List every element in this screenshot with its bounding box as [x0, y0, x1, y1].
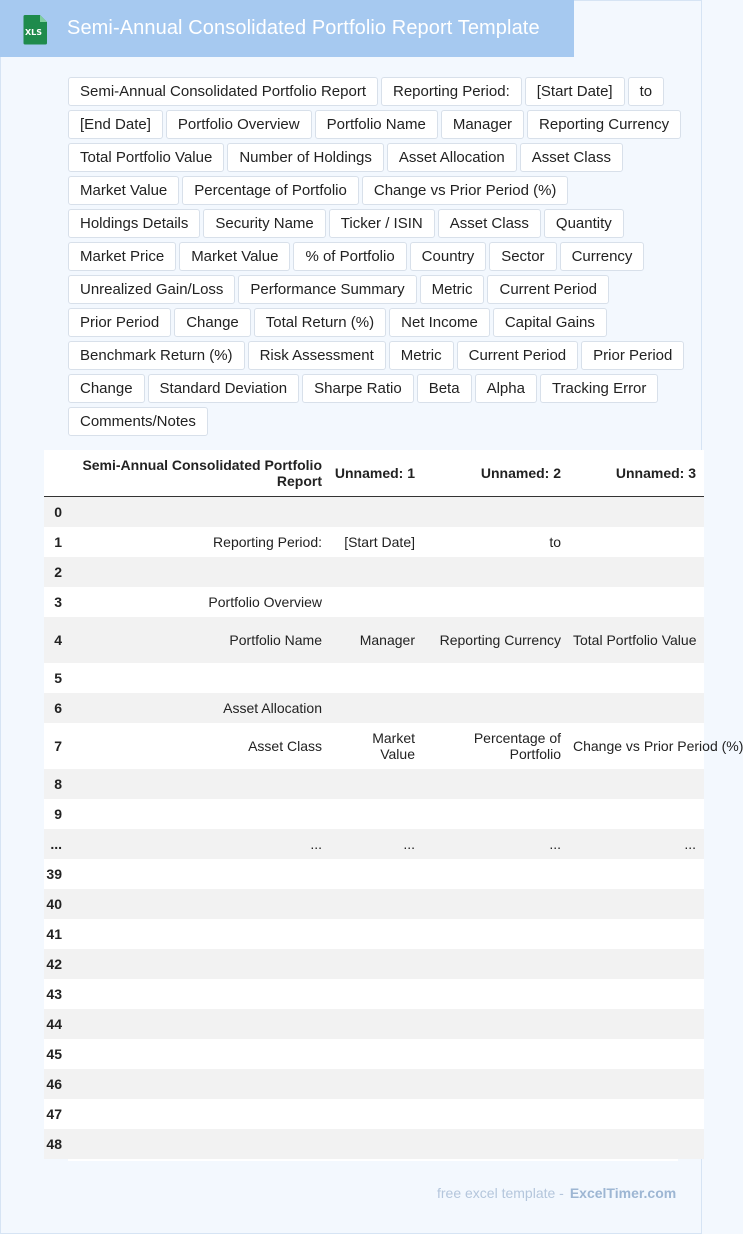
- table-row: [44, 949, 704, 979]
- keyword-chip: Benchmark Return (%): [68, 341, 245, 370]
- table-cell: [423, 979, 569, 1009]
- table-row: [44, 1039, 704, 1069]
- keyword-chip: Portfolio Overview: [166, 110, 312, 139]
- keyword-chip: Quantity: [544, 209, 624, 238]
- table-cell: [423, 889, 569, 919]
- table-cell: [330, 1009, 423, 1039]
- data-table: [44, 450, 743, 1159]
- table-cell: Portfolio Overview: [68, 587, 330, 617]
- table-row: [44, 1009, 704, 1039]
- table-row: [44, 1099, 704, 1129]
- table-cell: [68, 1009, 330, 1039]
- table-cell: [68, 889, 330, 919]
- table-row: [44, 769, 704, 799]
- row-index-cell: 42: [44, 949, 68, 979]
- table-cell: Reporting Period:: [68, 527, 330, 557]
- table-row: [44, 889, 704, 919]
- table-cell: [330, 889, 423, 919]
- table-cell: to: [423, 527, 569, 557]
- table-cell: [423, 587, 569, 617]
- keyword-chip: Ticker / ISIN: [329, 209, 435, 238]
- table-cell: [423, 949, 569, 979]
- table-cell: [68, 1039, 330, 1069]
- row-index-cell: 9: [44, 799, 68, 829]
- keyword-chip: Performance Summary: [238, 275, 416, 304]
- table-row: [44, 617, 704, 663]
- table-cell: [Start Date]: [330, 527, 423, 557]
- row-index-cell: 6: [44, 693, 68, 723]
- keyword-chip: Market Value: [68, 176, 179, 205]
- keyword-chip: Country: [410, 242, 487, 271]
- table-cell: [330, 799, 423, 829]
- table-cell: [423, 799, 569, 829]
- table-cell: [330, 1039, 423, 1069]
- keyword-chip: Alpha: [475, 374, 537, 403]
- column-header: Unnamed: 2: [423, 450, 569, 497]
- table-row: [44, 723, 704, 769]
- keyword-chip: Market Value: [179, 242, 290, 271]
- table-cell: [569, 949, 704, 979]
- keyword-chip: Risk Assessment: [248, 341, 386, 370]
- table-cell: ...: [423, 829, 569, 859]
- column-header: Semi-Annual Consolidated Portfolio Report: [68, 450, 330, 497]
- table-cell: [569, 497, 704, 528]
- column-header-index: [44, 450, 68, 497]
- keyword-chip: Net Income: [389, 308, 490, 337]
- table-cell: [569, 769, 704, 799]
- keyword-chip: Market Price: [68, 242, 176, 271]
- table-cell: [569, 859, 704, 889]
- svg-text:XLS: XLS: [24, 28, 43, 37]
- table-row: [44, 919, 704, 949]
- table-cell: [569, 799, 704, 829]
- row-index-cell: 3: [44, 587, 68, 617]
- footer-credit: [437, 1185, 676, 1201]
- keyword-chip: Percentage of Portfolio: [182, 176, 359, 205]
- table-row: [44, 557, 704, 587]
- row-index-cell: 43: [44, 979, 68, 1009]
- keyword-chip: Current Period: [487, 275, 609, 304]
- table-cell: [423, 557, 569, 587]
- keyword-chip: Reporting Currency: [527, 110, 681, 139]
- table-cell: ...: [68, 829, 330, 859]
- keyword-chip: Sector: [489, 242, 556, 271]
- table-cell: [68, 799, 330, 829]
- row-index-cell: 46: [44, 1069, 68, 1099]
- row-index-cell: 44: [44, 1009, 68, 1039]
- keyword-chip: Asset Class: [520, 143, 623, 172]
- table-cell: [330, 769, 423, 799]
- table-row: [44, 1129, 704, 1159]
- keyword-chip: Unrealized Gain/Loss: [68, 275, 235, 304]
- row-index-cell: 0: [44, 497, 68, 528]
- table-cell: [68, 1099, 330, 1129]
- keyword-chip: Metric: [420, 275, 485, 304]
- table-cell: Change vs Prior Period (%): [569, 723, 704, 769]
- row-index-cell: 45: [44, 1039, 68, 1069]
- table-cell: Percentage of Portfolio: [423, 723, 569, 769]
- table-cell: [569, 919, 704, 949]
- table-cell: [68, 859, 330, 889]
- table-cell: [68, 497, 330, 528]
- table-row: [44, 829, 704, 859]
- keyword-chip: Asset Allocation: [387, 143, 517, 172]
- table-cell: [423, 663, 569, 693]
- keyword-chip: Portfolio Name: [315, 110, 438, 139]
- table-cell: [330, 1099, 423, 1129]
- keyword-chip: Semi-Annual Consolidated Portfolio Report: [68, 77, 378, 106]
- keyword-chip: Asset Class: [438, 209, 541, 238]
- table-cell: [423, 769, 569, 799]
- keyword-chip: Manager: [441, 110, 524, 139]
- table-row: [44, 693, 704, 723]
- title-bar: [0, 0, 574, 57]
- table-cell: [569, 1129, 704, 1159]
- keyword-chip: Currency: [560, 242, 645, 271]
- table-cell: [68, 663, 330, 693]
- table-cell: [423, 1129, 569, 1159]
- page-title: Semi-Annual Consolidated Portfolio Report Template: [67, 17, 540, 39]
- table-cell: [68, 949, 330, 979]
- table-cell: [569, 1039, 704, 1069]
- table-cell: Asset Class: [68, 723, 330, 769]
- keyword-chip: Current Period: [457, 341, 579, 370]
- row-index-cell: 8: [44, 769, 68, 799]
- row-index-cell: 4: [44, 617, 68, 663]
- table-cell: [330, 557, 423, 587]
- keyword-chip: Change: [174, 308, 251, 337]
- row-index-cell: 1: [44, 527, 68, 557]
- table-cell: Reporting Currency: [423, 617, 569, 663]
- keyword-chip: Total Return (%): [254, 308, 386, 337]
- table-cell: Manager: [330, 617, 423, 663]
- table-cell: [423, 1009, 569, 1039]
- table-cell: [68, 1129, 330, 1159]
- table-cell: [330, 859, 423, 889]
- keyword-chip: Sharpe Ratio: [302, 374, 414, 403]
- footer-brand-link[interactable]: ExcelTimer.com: [569, 1185, 677, 1201]
- keyword-chip: Standard Deviation: [148, 374, 300, 403]
- table-row: [44, 663, 704, 693]
- keyword-chip: Tracking Error: [540, 374, 658, 403]
- table-cell: [569, 1009, 704, 1039]
- keyword-chip: [End Date]: [68, 110, 163, 139]
- table-cell: [330, 587, 423, 617]
- keyword-chip: [Start Date]: [525, 77, 625, 106]
- keyword-chip: Reporting Period:: [381, 77, 522, 106]
- table-cell: [569, 557, 704, 587]
- table-cell: [423, 1069, 569, 1099]
- row-index-cell: 2: [44, 557, 68, 587]
- keyword-chip: % of Portfolio: [293, 242, 406, 271]
- table-row: [44, 527, 704, 557]
- keyword-chip: Beta: [417, 374, 472, 403]
- table-cell: [569, 527, 704, 557]
- table-cell: [569, 663, 704, 693]
- row-index-cell: 40: [44, 889, 68, 919]
- table-cell: [330, 1069, 423, 1099]
- keyword-chip: Holdings Details: [68, 209, 200, 238]
- table-cell: [330, 663, 423, 693]
- footer-text: free excel template -: [437, 1185, 564, 1201]
- table-cell: [330, 979, 423, 1009]
- row-index-cell: 7: [44, 723, 68, 769]
- table-cell: [330, 693, 423, 723]
- keyword-chip: Metric: [389, 341, 454, 370]
- table-cell: [569, 979, 704, 1009]
- row-index-cell: ...: [44, 829, 68, 859]
- row-index-cell: 5: [44, 663, 68, 693]
- table-cell: [68, 979, 330, 1009]
- keyword-chip: Number of Holdings: [227, 143, 384, 172]
- keyword-chip: to: [628, 77, 665, 106]
- table-cell: [569, 1099, 704, 1129]
- table-cell: [330, 497, 423, 528]
- table-cell: Market Value: [330, 723, 423, 769]
- table-cell: [423, 859, 569, 889]
- table-header-row: [44, 450, 704, 497]
- table-cell: [569, 693, 704, 723]
- table-row: [44, 587, 704, 617]
- table-row: [44, 979, 704, 1009]
- row-index-cell: 39: [44, 859, 68, 889]
- table-cell: ...: [569, 829, 704, 859]
- keyword-chip: Capital Gains: [493, 308, 607, 337]
- table-row: [44, 799, 704, 829]
- keyword-chip-list: [68, 77, 700, 436]
- table-cell: [330, 1129, 423, 1159]
- table-cell: [569, 587, 704, 617]
- keyword-chip: Security Name: [203, 209, 325, 238]
- table-cell: [68, 557, 330, 587]
- keyword-chip: Change: [68, 374, 145, 403]
- row-index-cell: 41: [44, 919, 68, 949]
- table-cell: Total Portfolio Value: [569, 617, 704, 663]
- table-row: [44, 859, 704, 889]
- table-cell: [423, 1039, 569, 1069]
- keyword-chip: Comments/Notes: [68, 407, 208, 436]
- table-cell: [68, 1069, 330, 1099]
- table-cell: [423, 693, 569, 723]
- table-cell: [68, 919, 330, 949]
- keyword-chip: Total Portfolio Value: [68, 143, 224, 172]
- table-cell: ...: [330, 829, 423, 859]
- keyword-chip: Prior Period: [68, 308, 171, 337]
- table-cell: [330, 919, 423, 949]
- table-cell: [330, 949, 423, 979]
- table-row: [44, 1069, 704, 1099]
- table-cell: Portfolio Name: [68, 617, 330, 663]
- row-index-cell: 47: [44, 1099, 68, 1129]
- excel-file-icon: [19, 14, 50, 45]
- table-row: [44, 497, 704, 528]
- keyword-chip: Prior Period: [581, 341, 684, 370]
- column-header: Unnamed: 1: [330, 450, 423, 497]
- table-cell: Asset Allocation: [68, 693, 330, 723]
- row-index-cell: 48: [44, 1129, 68, 1159]
- keyword-chip: Change vs Prior Period (%): [362, 176, 569, 205]
- table-cell: [423, 1099, 569, 1129]
- data-table-preview: [46, 450, 743, 1161]
- table-cell: [569, 1069, 704, 1099]
- table-cell: [569, 889, 704, 919]
- table-cell: [423, 497, 569, 528]
- table-cell: [423, 919, 569, 949]
- column-header: Unnamed: 3: [569, 450, 704, 497]
- table-cell: [68, 769, 330, 799]
